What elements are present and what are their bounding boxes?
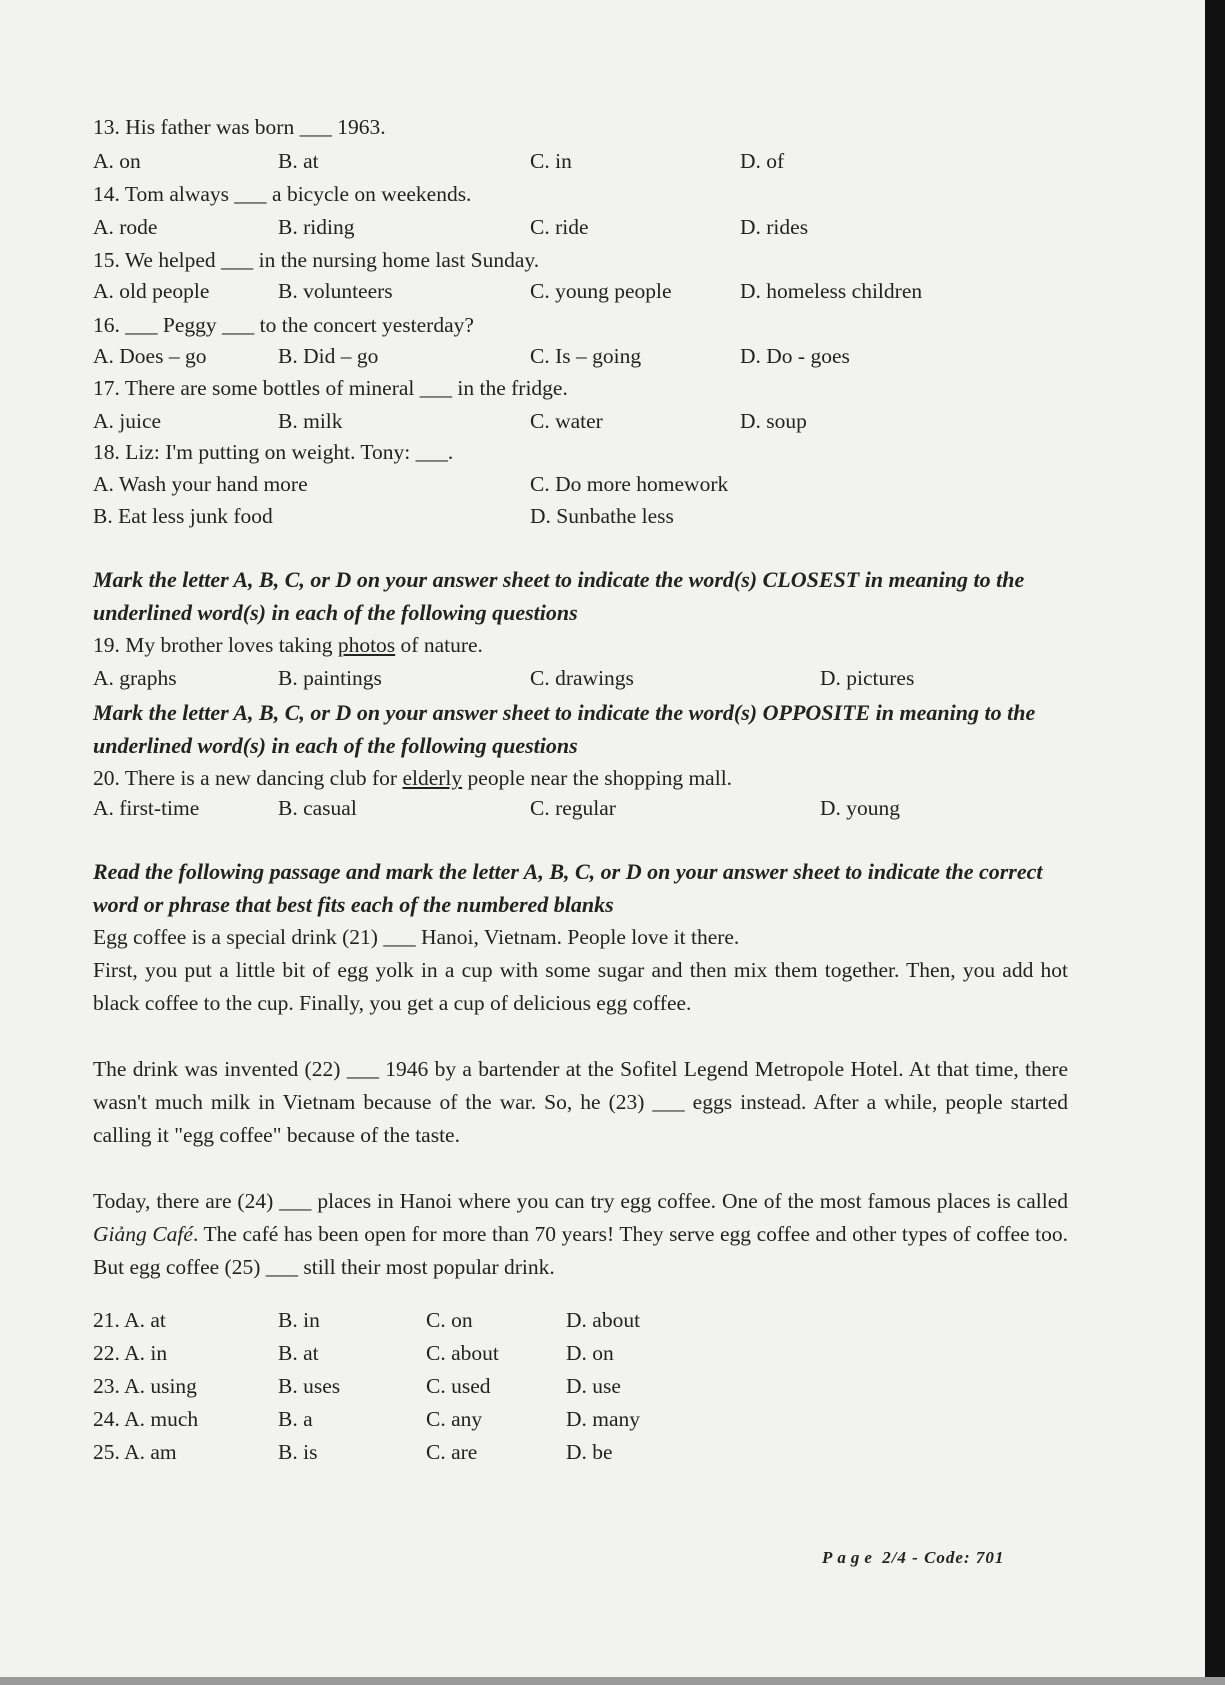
answer-option: D. Sunbathe less [530, 504, 674, 528]
answer-option: D. pictures [820, 666, 915, 690]
answer-option: C. Is – going [530, 344, 642, 368]
answer-option: A. graphs [93, 666, 177, 690]
answer-option: A. rode [93, 215, 158, 239]
answer-option: B. paintings [278, 666, 382, 690]
question-16: 16. ___ Peggy ___ to the concert yesterday? [93, 313, 474, 337]
question-19 [93, 630, 483, 660]
answer-option: B. volunteers [278, 279, 393, 303]
opposite-heading: Mark the letter A, B, C, or D on your answer sheet to indicate the word(s) OPPOSITE in meaning to the underlined word(s) in each of the following questions [93, 700, 1036, 758]
answer-option: A. old people [93, 279, 210, 303]
q19-text: 19. My brother loves taking [93, 633, 338, 657]
answer-option: C. drawings [530, 666, 634, 690]
cafe-name: Giảng Café [93, 1222, 193, 1246]
answer-option: C. ride [530, 215, 589, 239]
answer-option: D. Do - goes [740, 344, 850, 368]
passage-p2: First, you put a little bit of egg yolk in a cup with some sugar and then mix them together. Then, you add hot black coffee to the cup. Finally, you get a cup of delicious egg coffee. [93, 958, 1068, 1015]
answer-option: D. many [566, 1407, 641, 1431]
answer-option: A. on [93, 149, 141, 173]
answer-option: B. milk [278, 409, 343, 433]
answer-option: D. young [820, 796, 901, 820]
closest-heading: Mark the letter A, B, C, or D on your answer sheet to indicate the word(s) CLOSEST in meaning to the underlined word(s) in each of the following questions [93, 567, 1025, 625]
answer-option: C. used [426, 1374, 491, 1398]
footer-page-word: Page [822, 1548, 877, 1567]
answer-option: B. a [278, 1407, 313, 1431]
question-13: 13. His father was born ___ 1963. [93, 115, 386, 139]
answer-option: 21. A. at [93, 1308, 166, 1332]
q20-text-end: people near the shopping mall. [462, 766, 733, 790]
answer-option: C. Do more homework [530, 472, 729, 496]
answer-option: D. on [566, 1341, 614, 1365]
answer-option: D. use [566, 1374, 621, 1398]
p4-text-end: . The café has been open for more than 70 years! They serve egg coffee and other types of coffee too. But egg coffee (25) ___ still their most popular drink. [93, 1222, 1068, 1279]
answer-option: D. of [740, 149, 785, 173]
answer-option: 22. A. in [93, 1341, 168, 1365]
passage-p4 [93, 1185, 1068, 1284]
answer-option: B. Did – go [278, 344, 379, 368]
answer-option: A. juice [93, 409, 162, 433]
passage-p1: Egg coffee is a special drink (21) ___ Hanoi, Vietnam. People love it there. [93, 925, 740, 949]
page-footer [822, 1548, 1004, 1568]
answer-option: B. riding [278, 215, 355, 239]
answer-option: C. in [530, 149, 572, 173]
answer-option: 25. A. am [93, 1440, 177, 1464]
q20-underlined: elderly [402, 766, 463, 790]
answer-option: A. first-time [93, 796, 200, 820]
answer-option: C. are [426, 1440, 478, 1464]
answer-option: D. homeless children [740, 279, 923, 303]
answer-option: D. soup [740, 409, 807, 433]
answer-option: A. Wash your hand more [93, 472, 308, 496]
q19-text-end: of nature. [395, 633, 483, 657]
answer-option: D. rides [740, 215, 809, 239]
answer-option: D. be [566, 1440, 613, 1464]
answer-option: C. water [530, 409, 603, 433]
answer-option: D. about [566, 1308, 641, 1332]
scan-bottom-edge [0, 1677, 1225, 1685]
answer-option: C. on [426, 1308, 473, 1332]
question-17: 17. There are some bottles of mineral ___ in the fridge. [93, 376, 568, 400]
answer-option: B. Eat less junk food [93, 504, 273, 528]
answer-option: C. about [426, 1341, 499, 1365]
answer-option: C. young people [530, 279, 672, 303]
answer-option: B. in [278, 1308, 320, 1332]
question-18: 18. Liz: I'm putting on weight. Tony: ___. [93, 440, 454, 464]
question-20 [93, 763, 732, 793]
answer-option: B. casual [278, 796, 357, 820]
question-15: 15. We helped ___ in the nursing home last Sunday. [93, 248, 540, 272]
answer-option: C. regular [530, 796, 616, 820]
question-14: 14. Tom always ___ a bicycle on weekends. [93, 182, 472, 206]
answer-option: B. at [278, 1341, 319, 1365]
q20-text: 20. There is a new dancing club for [93, 766, 403, 790]
scan-edge [1205, 0, 1225, 1685]
answer-option: C. any [426, 1407, 483, 1431]
footer-page-code: 2/4 - Code: 701 [882, 1548, 1005, 1567]
passage-p3: The drink was invented (22) ___ 1946 by a bartender at the Sofitel Legend Metropole Hotel. At that time, there wasn't much milk in Vietnam because of the war. So, he (23) ___ eggs instead. After a while, people started calling it "egg coffee" because of the taste. [93, 1057, 1068, 1147]
answer-option: B. at [278, 149, 319, 173]
answer-option: A. Does – go [93, 344, 207, 368]
answer-option: 23. A. using [93, 1374, 197, 1398]
answer-option: 24. A. much [93, 1407, 199, 1431]
answer-option: B. uses [278, 1374, 341, 1398]
q19-underlined: photos [337, 633, 396, 657]
answer-option: B. is [278, 1440, 318, 1464]
p4-text: Today, there are (24) ___ places in Hanoi where you can try egg coffee. One of the most famous places is called [93, 1189, 1068, 1213]
reading-heading: Read the following passage and mark the letter A, B, C, or D on your answer sheet to indicate the correct word or phrase that best fits each of the numbered blanks [93, 859, 1043, 917]
